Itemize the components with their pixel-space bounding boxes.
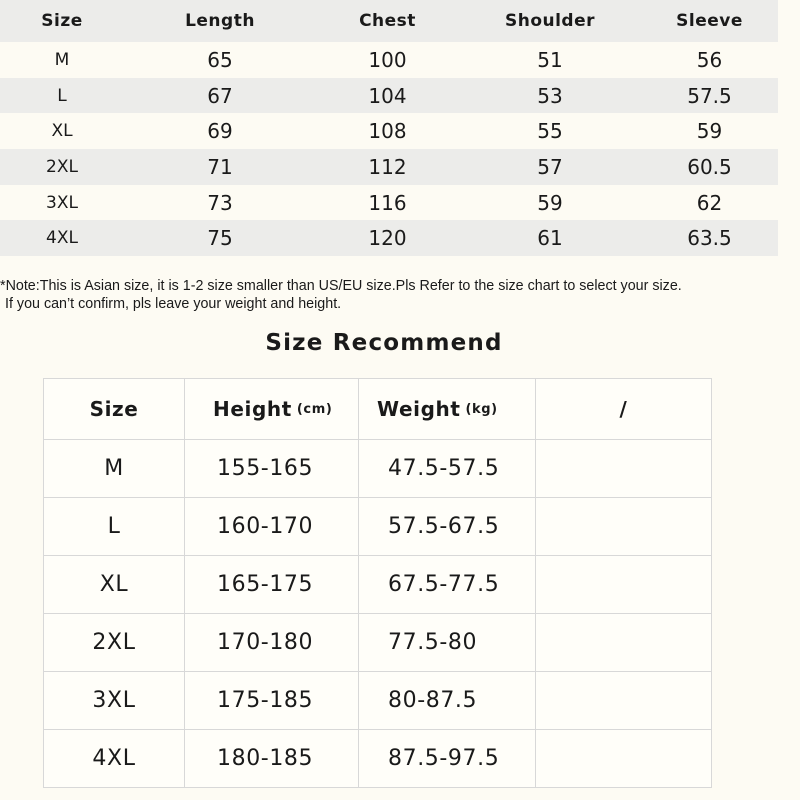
size-cell: 2XL [44, 614, 185, 672]
table-row [44, 614, 712, 672]
weight-cell: 47.5-57.5 [359, 440, 536, 498]
shoulder-cell: 51 [537, 47, 563, 72]
height-cell: 165-175 [185, 556, 359, 614]
sleeve-cell: 63.5 [687, 226, 732, 251]
header-height [185, 379, 359, 440]
table-row [0, 78, 778, 114]
extra-cell [536, 730, 712, 788]
header-weight-unit: (kg) [465, 401, 498, 417]
table-row [0, 220, 778, 256]
size-chart-table [0, 0, 778, 256]
shoulder-cell: 55 [537, 119, 563, 144]
table-row [0, 149, 778, 185]
size-cell: 2XL [46, 156, 78, 177]
sleeve-cell: 57.5 [687, 83, 732, 108]
size-cell: 4XL [44, 730, 185, 788]
size-cell: M [54, 49, 70, 70]
size-cell: XL [51, 121, 73, 142]
table-row [44, 498, 712, 556]
extra-cell [536, 556, 712, 614]
shoulder-cell: 53 [537, 83, 563, 108]
header-weight [359, 379, 536, 440]
header-shoulder: Shoulder [504, 11, 596, 31]
chest-cell: 104 [368, 83, 407, 108]
height-cell: 160-170 [185, 498, 359, 556]
length-cell: 73 [207, 190, 233, 215]
weight-cell: 77.5-80 [359, 614, 536, 672]
length-cell: 71 [207, 154, 233, 179]
extra-cell [536, 614, 712, 672]
sleeve-cell: 62 [696, 190, 723, 215]
size-cell: 4XL [46, 228, 78, 249]
chest-cell: 112 [368, 154, 407, 179]
table-row [44, 730, 712, 788]
sleeve-cell: 60.5 [687, 154, 732, 179]
header-weight-label: Weight [377, 397, 461, 421]
table-row [0, 113, 778, 149]
header-height-unit: (cm) [296, 401, 333, 417]
weight-cell: 57.5-67.5 [359, 498, 536, 556]
header-height-label: Height [213, 397, 292, 421]
shoulder-cell: 61 [537, 226, 563, 251]
header-size: Size [41, 11, 83, 31]
shoulder-cell: 57 [537, 154, 563, 179]
header-sleeve: Sleeve [676, 11, 743, 31]
table-row [0, 42, 778, 78]
chest-cell: 116 [368, 190, 407, 215]
weight-cell: 80-87.5 [359, 672, 536, 730]
height-cell: 170-180 [185, 614, 359, 672]
recommend-header-row [44, 379, 712, 440]
size-cell: L [44, 498, 185, 556]
table-row [44, 672, 712, 730]
table-row [44, 440, 712, 498]
sleeve-cell: 56 [696, 47, 723, 72]
size-recommend-table [43, 378, 712, 788]
extra-cell [536, 672, 712, 730]
weight-cell: 87.5-97.5 [359, 730, 536, 788]
extra-cell [536, 440, 712, 498]
length-cell: 67 [207, 83, 233, 108]
length-cell: 75 [207, 226, 233, 251]
size-chart-header-row [0, 0, 778, 42]
shoulder-cell: 59 [537, 190, 563, 215]
size-note [0, 277, 800, 313]
size-cell: 3XL [44, 672, 185, 730]
header-size-label: Size [89, 397, 139, 421]
header-size [44, 379, 185, 440]
extra-cell [536, 498, 712, 556]
header-chest: Chest [359, 11, 416, 31]
header-extra: / [536, 379, 712, 440]
size-cell: L [57, 85, 67, 106]
weight-cell: 67.5-77.5 [359, 556, 536, 614]
size-cell: M [44, 440, 185, 498]
chest-cell: 100 [368, 47, 407, 72]
chest-cell: 120 [368, 226, 407, 251]
note-line-1: *Note:This is Asian size, it is 1-2 size smaller than US/EU size.Pls Refer to the size chart to select your size. [0, 278, 682, 294]
height-cell: 175-185 [185, 672, 359, 730]
size-cell: XL [44, 556, 185, 614]
size-cell: 3XL [46, 192, 78, 213]
table-row [0, 185, 778, 221]
note-line-2: If you can’t confirm, pls leave your weight and height. [5, 296, 342, 312]
length-cell: 69 [207, 119, 233, 144]
length-cell: 65 [207, 47, 233, 72]
header-length: Length [185, 11, 255, 31]
height-cell: 155-165 [185, 440, 359, 498]
sleeve-cell: 59 [696, 119, 723, 144]
height-cell: 180-185 [185, 730, 359, 788]
table-row [44, 556, 712, 614]
chest-cell: 108 [368, 119, 407, 144]
size-recommend-title: Size Recommend [265, 330, 503, 356]
